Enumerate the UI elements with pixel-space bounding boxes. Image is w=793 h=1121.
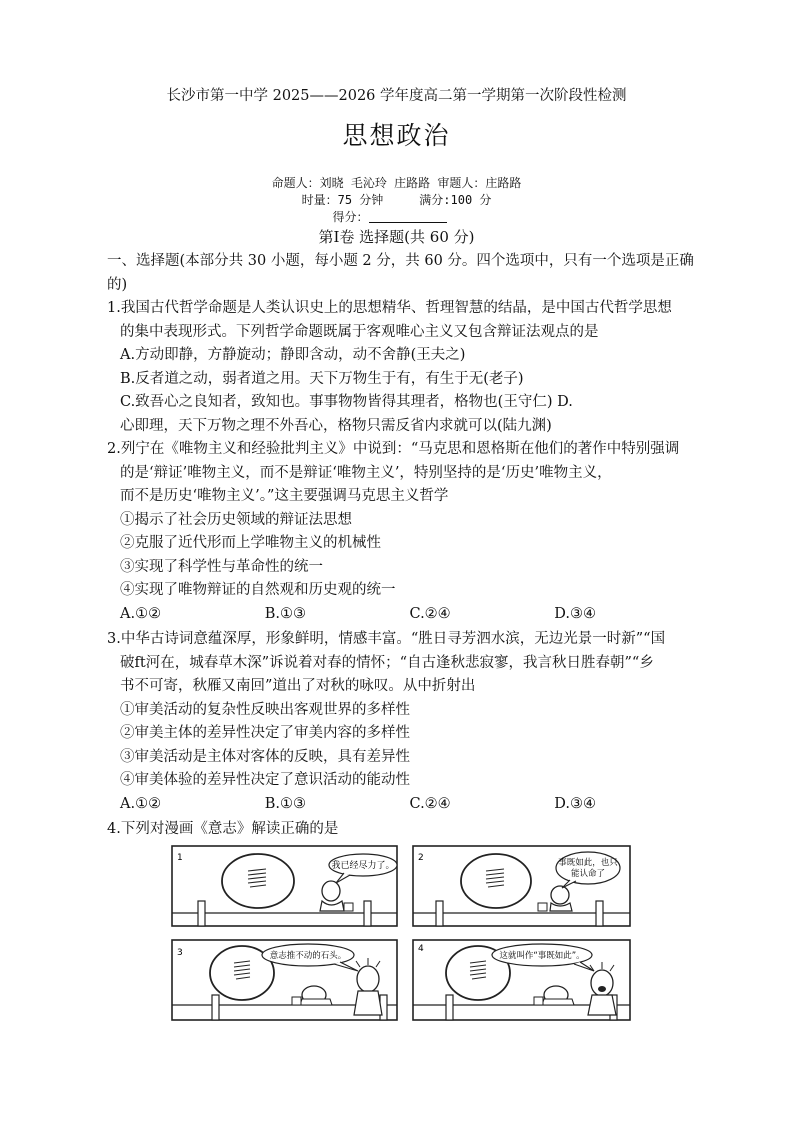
panel-1-number: 1 bbox=[177, 853, 183, 863]
panel-2-number: 2 bbox=[418, 853, 424, 863]
full-score-label: 满分:100 分 bbox=[419, 193, 492, 207]
q2-statement-3: ③实现了科学性与革命性的统一 bbox=[120, 558, 323, 575]
time-score-line bbox=[0, 191, 793, 208]
q3-option-b: B.①③ bbox=[264, 795, 307, 812]
panel-4-bubble-text: 这就叫作“事既如此”。 bbox=[499, 951, 585, 961]
q3-options bbox=[107, 793, 699, 817]
q3-statement-4: ④审美体验的差异性决定了意识活动的能动性 bbox=[120, 772, 410, 788]
authors-line: 命题人：刘晓 毛沁玲 庄路路 审题人：庄路路 bbox=[271, 176, 522, 190]
score-field bbox=[0, 208, 793, 225]
question-1: 1.我国古代哲学命题是人类认识史上的思想精华、哲理智慧的结晶，是中国古代哲学思想 的集中表现形式。下列哲学命题既属于客观唯心主义又包含辩证法观点的是 A.方动即静，方静旋动；静即含动，动不舍静(王夫之) B.反者道之动，弱者道之用。天下万物生于有，有生于无(老子) C.致吾心之良知者，致知也。事事物物皆得其理者，格物也(王守仁) D. 心即理，天下万物之理不外吾心，格物只需反省内求就可以(陆九渊) bbox=[107, 297, 699, 438]
post-icon bbox=[198, 901, 205, 926]
q2-option-a: A.①② bbox=[120, 605, 162, 622]
school-exam-title: 长沙市第一中学 2025——2026 学年度高二第一学期第一次阶段性检测 bbox=[166, 88, 627, 104]
q3-option-c: C.②④ bbox=[409, 795, 451, 812]
q3-statement-2: ②审美主体的差异性决定了审美内容的多样性 bbox=[120, 725, 410, 741]
figure-icon bbox=[551, 886, 569, 904]
post-icon bbox=[212, 995, 219, 1020]
q3-statement-1: ①审美活动的复杂性反映出客观世界的多样性 bbox=[120, 701, 410, 718]
old-man-icon bbox=[357, 966, 379, 992]
time-label: 时量：75 分钟 bbox=[301, 193, 384, 207]
q2-option-d: D.③④ bbox=[554, 605, 596, 622]
volume-title: 第Ⅰ卷 选择题(共 60 分) bbox=[318, 228, 475, 246]
q3-stem: 3.中华古诗词意蕴深厚，形象鲜明，情感丰富。“胜日寻芳泗水滨，无边光景一时新”“国 bbox=[107, 631, 666, 647]
comic-panel-4 bbox=[413, 940, 630, 1020]
q1-option-b: B.反者道之动，弱者道之用。天下万物生于有，有生于无(老子) bbox=[120, 370, 524, 387]
post-icon bbox=[436, 901, 443, 926]
question-2: 2.列宁在《唯物主义和经验批判主义》中说到：“马克思和恩格斯在他们的著作中特别强调 的是‘辩证’唯物主义，而不是辩证‘唯物主义’，特别坚持的是‘历史’唯物主义， 而不是历史‘唯物主义’。”这主要强调马克思主义哲学 ①揭示了社会历史领域的辩证法思想 ②克服了近代形而上学唯物主义的机械性 ③实现了科学性与革命性的统一 ④实现了唯物辩证的自然观和历史观的统一 A.①② B.①③ C.②④ D.③④ bbox=[107, 438, 699, 626]
panel-2-bubble-text-2: 能认命了 bbox=[570, 869, 606, 879]
comic-will bbox=[170, 843, 632, 1021]
panel-3-bubble-text: 意志推不动的石头。 bbox=[269, 951, 347, 961]
q1-stem: 1.我国古代哲学命题是人类认识史上的思想精华、哲理智慧的结晶，是中国古代哲学思想 bbox=[107, 300, 672, 316]
q1-option-c: C.致吾心之良知者，致知也。事事物物皆得其理者，格物也(王守仁) D. bbox=[120, 394, 573, 410]
q3-option-d: D.③④ bbox=[554, 795, 596, 812]
q2-statement-1: ①揭示了社会历史领域的辩证法思想 bbox=[120, 511, 352, 528]
question-3: 3.中华古诗词意蕴深厚，形象鲜明，情感丰富。“胜日寻芳泗水滨，无边光景一时新”“国 破ft河在，城春草木深”诉说着对春的情怀；“自古逢秋悲寂寥，我言秋日胜春朝”“乡 书不可寄，秋雁又南回”道出了对秋的咏叹。从中折射出 ①审美活动的复杂性反映出客观世界的多样性 ②审美主体的差异性决定了审美内容的多样性 ③审美活动是主体对客体的反映，具有差异性 ④审美体验的差异性决定了意识活动的能动性 A.①② B.①③ C.②④ D.③④ bbox=[107, 628, 699, 816]
post-icon bbox=[596, 901, 603, 926]
post-icon bbox=[446, 995, 453, 1020]
boulder-icon bbox=[461, 854, 531, 908]
panel-2-bubble-text-1: 事既如此，也只 bbox=[558, 858, 618, 868]
score-label: 得分： bbox=[332, 210, 369, 224]
comic-panel-2 bbox=[413, 846, 630, 926]
question-4 bbox=[107, 818, 699, 842]
old-man-icon bbox=[591, 970, 613, 996]
panel-1-bubble-text: 我已经尽力了。 bbox=[331, 861, 395, 871]
q4-stem: 4.下列对漫画《意志》解读正确的是 bbox=[107, 821, 339, 837]
score-blank bbox=[369, 210, 447, 223]
subject-title: 思想政治 bbox=[342, 121, 451, 150]
q3-option-a: A.①② bbox=[120, 795, 162, 812]
q2-option-b: B.①③ bbox=[264, 605, 307, 622]
q2-statement-4: ④实现了唯物辩证的自然观和历史观的统一 bbox=[120, 582, 396, 598]
post-icon bbox=[364, 901, 371, 926]
q1-option-d: 心即理，天下万物之理不外吾心，格物只需反省内求就可以(陆九渊) bbox=[120, 417, 552, 434]
comic-panel-3 bbox=[172, 940, 397, 1020]
comic-panel-1 bbox=[172, 846, 397, 926]
speech-bubble-icon bbox=[556, 852, 620, 884]
figure-icon bbox=[322, 881, 340, 901]
q2-statement-2: ②克服了近代形而上学唯物主义的机械性 bbox=[120, 535, 381, 551]
panel-4-number: 4 bbox=[418, 944, 424, 954]
q2-option-c: C.②④ bbox=[409, 605, 451, 622]
q2-options bbox=[107, 603, 699, 627]
boulder-icon bbox=[222, 854, 294, 908]
section-instructions: 一、选择题(本部分共 30 小题，每小题 2 分，共 60 分。四个选项中，只有一个选项是正确 的) bbox=[107, 253, 694, 293]
q3-statement-3: ③审美活动是主体对客体的反映，具有差异性 bbox=[120, 748, 410, 765]
panel-3-number: 3 bbox=[177, 948, 183, 958]
q2-stem: 2.列宁在《唯物主义和经验批判主义》中说到：“马克思和恩格斯在他们的著作中特别强调 bbox=[107, 441, 680, 457]
q1-option-a: A.方动即静，方静旋动；静即含动，动不舍静(王夫之) bbox=[120, 347, 466, 363]
